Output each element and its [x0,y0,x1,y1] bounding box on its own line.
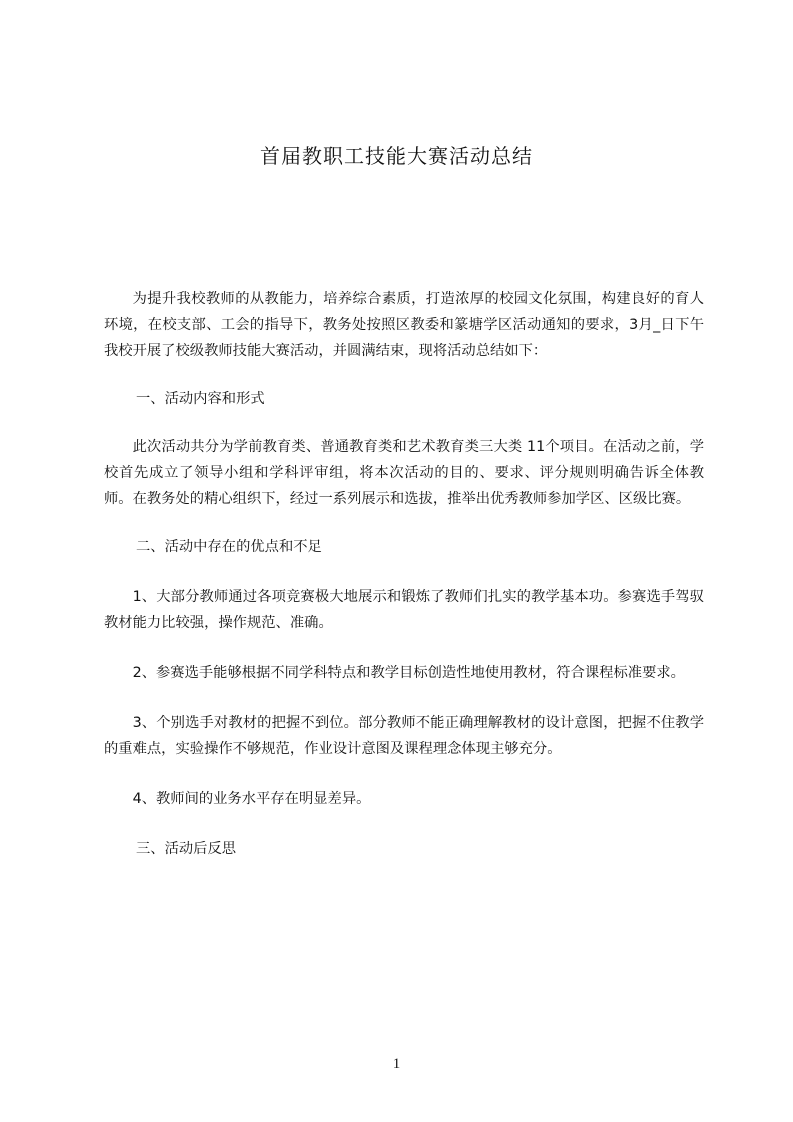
list-item-3: 3、个别选手对教材的把握不到位。部分教师不能正确理解教材的设计意图，把握不住教学的重难点，实验操作不够规范，作业设计意图及课程理念体现主够充分。 [104,715,704,757]
section-heading-reflection: 三、活动后反思 [136,841,237,857]
list-item-4: 4、教师间的业务水平存在明显差异。 [132,791,371,807]
section-paragraph-content-format: 此次活动共分为学前教育类、普通教育类和艺术教育类三大类 11个项目。在活动之前，学校首先成立了领导小组和学科评审组，将本次活动的目的、要求、评分规则明确告诉全体教师。在教务处的精心组织下，经过一系列展示和选拔，推举出优秀教师参加学区、区级比赛。 [104,439,704,507]
page-number: 1 [392,1056,401,1072]
section-heading-content-format: 一、活动内容和形式 [136,391,265,407]
section-heading-strengths-weaknesses: 二、活动中存在的优点和不足 [136,539,322,555]
document-body [104,286,704,862]
page-title: 首届教职工技能大赛活动总结 [260,144,533,168]
list-item-1: 1、大部分教师通过各项竞赛极大地展示和锻炼了教师们扎实的教学基本功。参赛选手驾驭教材能力比较强，操作规范、准确。 [104,589,704,631]
list-item-2: 2、参赛选手能够根据不同学科特点和教学目标创造性地使用教材，符合课程标准要求。 [132,665,685,681]
intro-paragraph: 为提升我校教师的从教能力，培养综合素质，打造浓厚的校园文化氛围，构建良好的育人环境，在校支部、工会的指导下，教务处按照区教委和篆塘学区活动通知的要求，3月_日下午我校开展了校级教师技能大赛活动，并圆满结束，现将活动总结如下： [104,291,704,359]
